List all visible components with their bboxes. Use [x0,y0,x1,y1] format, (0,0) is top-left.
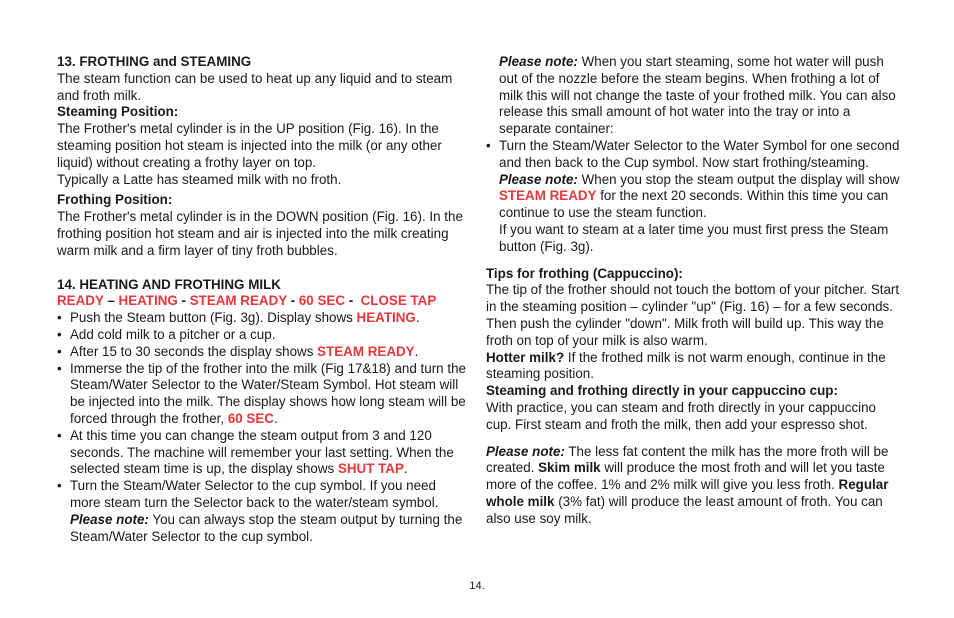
list-item [57,478,469,545]
note-stop-steam [486,172,900,222]
hotter-milk-label: Hotter milk? [486,349,565,365]
note-text: (3% fat) will produce the least amount of froth. You can also use soy milk. [486,493,883,526]
step-text: . [414,343,419,359]
step-text: Add cold milk to a pitcher or a cup. [70,326,276,342]
display-steam-ready: STEAM READY [189,293,287,309]
section-13-intro: The steam function can be used to heat up any liquid and to steam and froth milk. [57,70,453,103]
note-text: When you stop the steam output the display will show [577,171,900,187]
please-note-label: Please note: [499,171,578,187]
step-text: Push the Steam button (Fig. 3g). Display shows [70,310,357,326]
list-item [57,310,469,327]
list-item [57,344,469,361]
note-text: for the next 20 seconds. Within this time you can continue to use the steam function. [499,188,889,221]
page-number: 14. [469,580,485,592]
display-60-sec: 60 SEC [227,410,274,426]
display-steam-ready: STEAM READY [317,343,415,359]
tips-frothing-heading: Tips for frothing (Cappuccino): [486,265,683,281]
frothing-position-heading: Frothing Position: [57,192,173,208]
step-text: . [415,310,420,326]
step-text: . [273,410,278,426]
note-text: When you start steaming, some hot water will push out of the nozzle before the steam begins. When frothing a lot of milk this will not change the taste of your frothed milk. You can also release this small amount of hot water into the tray or into a separate container: [499,54,896,137]
display-sequence [57,293,469,310]
hotter-milk-text: If the frothed milk is not warm enough, continue in the steaming position. [486,349,886,382]
heating-steps-list [57,310,469,545]
display-heating: HEATING [118,293,178,309]
note-hot-water [486,54,900,138]
step-text: . [403,461,408,477]
frothing-position-text: The Frother's metal cylinder is in the DOWN position (Fig. 16). In the frothing position hot steam and air is injected into the milk creating warm milk and a firm layer of tiny froth bubbles. [57,209,463,258]
steaming-position-latte-note: Typically a Latte has steamed milk with no froth. [57,171,342,187]
tips-frothing-text: The tip of the frother should not touch the bottom of your pitcher. Start in the steaming position – cylinder "up" (Fig. 16) – for a few seconds. Then push the cylinder "down". Milk froth will build up. This way the froth on top of your milk is also warm. [486,282,900,348]
list-item [57,327,469,344]
note-text: You can always stop the steam output by turning the Steam/Water Selector to the cup symbol. [70,511,463,544]
release-water-list [486,138,900,172]
sequence-separator: - [345,293,361,309]
note-fat-content [486,444,900,528]
please-note-label: Please note: [70,511,149,527]
sequence-separator: - [286,293,299,309]
steaming-position-text: The Frother's metal cylinder is in the UP position (Fig. 16). In the steaming position hot steam is injected into the milk (or any other liquid) without creating a frothy layer on top. [57,121,442,170]
display-steam-ready: STEAM READY [499,188,597,204]
step-text: After 15 to 30 seconds the display shows [70,343,318,359]
whole-milk-label: Regular whole milk [486,477,889,509]
display-shut-tap: SHUT TAP [337,461,404,477]
please-note-label: Please note: [499,54,578,69]
note-text: The less fat content the milk has the more froth will be created. [486,443,889,476]
display-ready: READY [57,293,104,309]
step-text: Turn the Steam/Water Selector to the Water Symbol for one second and then back to the Cup symbol. Now start frothing/steaming. [499,137,900,170]
direct-steaming-heading: Steaming and frothing directly in your cappuccino cup: [486,383,838,399]
right-column [486,54,900,528]
sequence-separator: - [177,293,190,309]
note-steam-later: If you want to steam at a later time you must first press the Steam button (Fig. 3g). [499,221,889,254]
display-close-tap: CLOSE TAP [360,293,437,309]
display-heating: HEATING [356,310,416,326]
skim-milk-label: Skim milk [538,460,601,476]
list-item [486,138,900,172]
sequence-separator: – [103,293,119,309]
step-text: Turn the Steam/Water Selector to the cup symbol. If you need more steam turn the Selector back to the water/steam symbol. [70,478,439,510]
list-item [57,428,469,478]
display-60-sec: 60 SEC [298,293,345,309]
left-column [57,54,469,545]
step-text: Immerse the tip of the frother into the milk (Fig 17&18) and turn the Steam/Water Selector to the Water/Steam Symbol. Hot steam will be injected into the milk. The display shows how long steam will be forced through the frother, [70,360,466,426]
list-item [57,361,469,428]
direct-steaming-text: With practice, you can steam and froth directly in your cappuccino cup. First steam and froth the milk, then add your espresso shot. [486,399,877,432]
hotter-milk-paragraph [486,350,900,384]
please-note-label: Please note: [486,443,565,459]
note-text: will produce the most froth and will let you taste more of the coffee. 1% and 2% milk will give you less froth. [486,460,885,493]
step-text: At this time you can change the steam output from 3 and 120 seconds. The machine will remember your last setting. When the selected steam time is up, the display shows [70,427,454,477]
section-14-heading: 14. HEATING AND FROTHING MILK [57,276,281,292]
steaming-position-heading: Steaming Position: [57,104,179,120]
section-13-heading: 13. FROTHING and STEAMING [57,54,252,69]
